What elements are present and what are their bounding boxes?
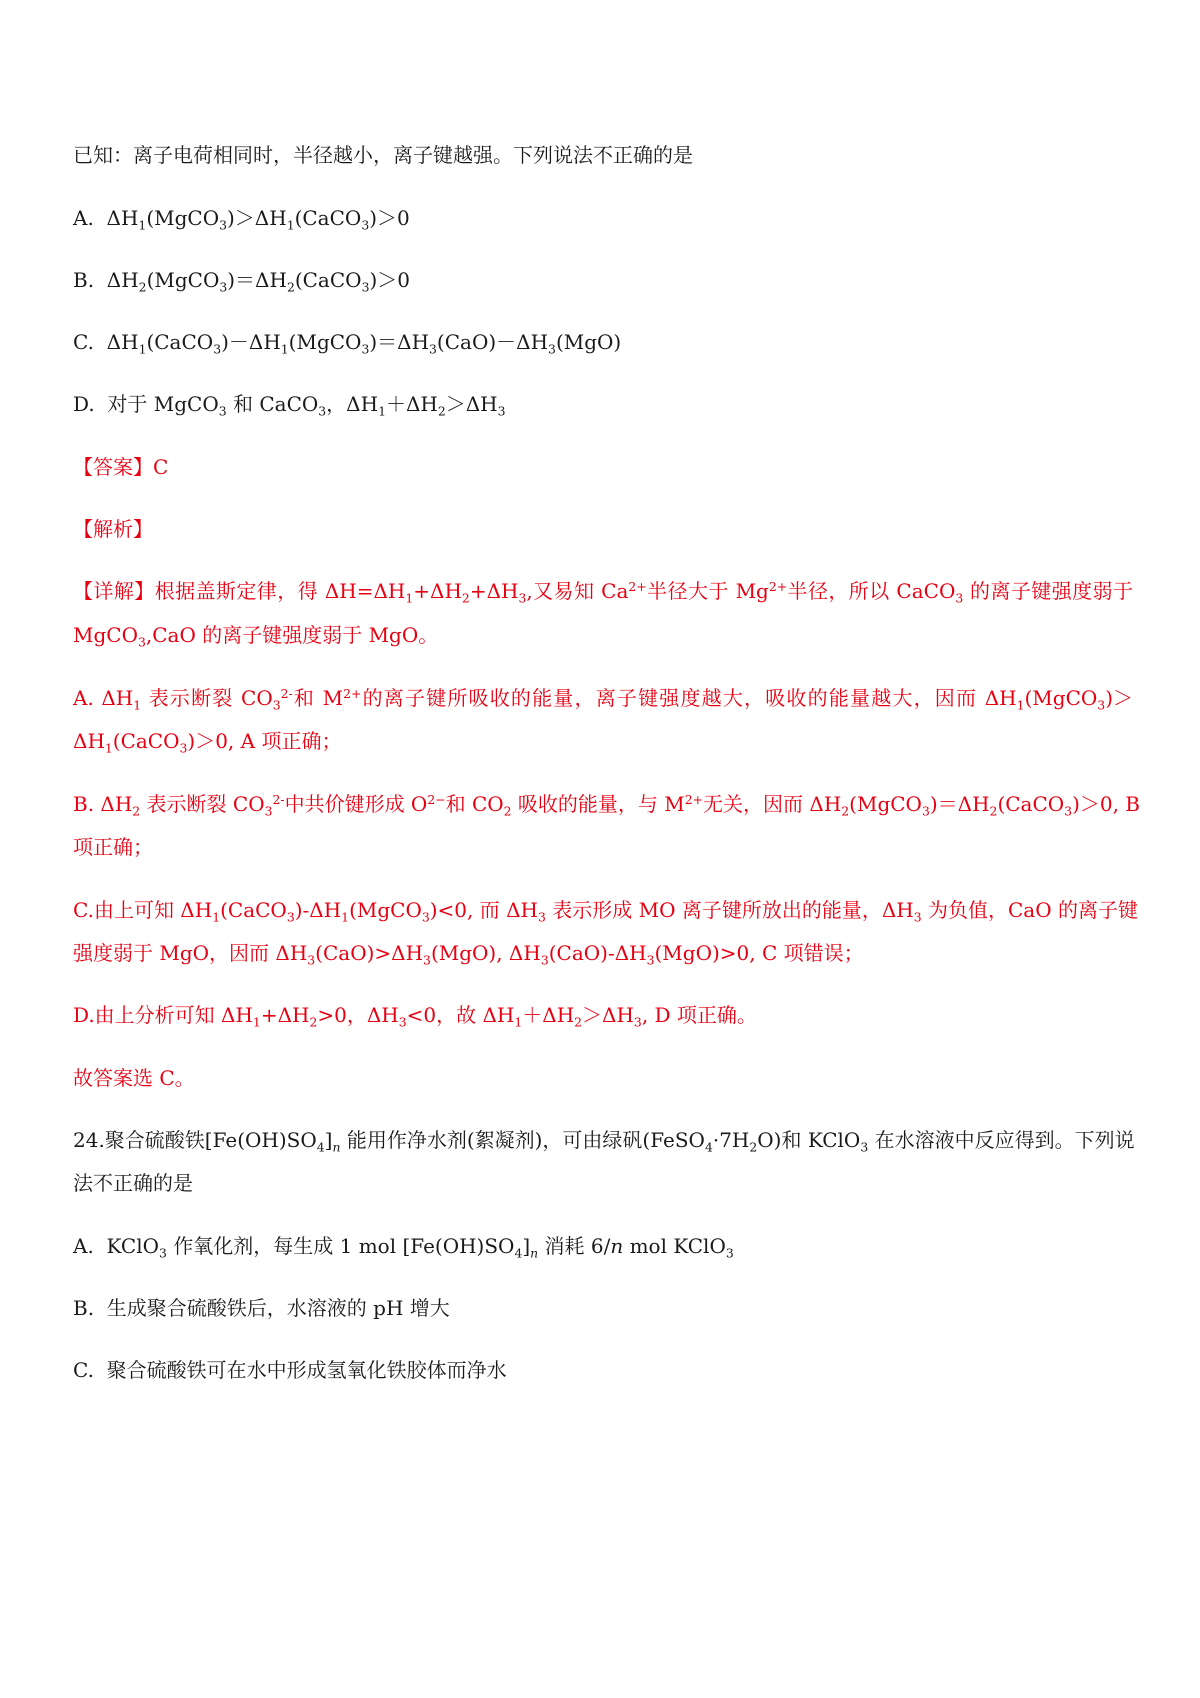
q24-option-b — [73, 1294, 1133, 1322]
option-letter: A. — [73, 206, 94, 230]
option-letter: A. — [73, 1234, 94, 1258]
detail-tag: 【详解】 — [73, 579, 155, 603]
q24-option-a: A. KClO$_3$ 作氧化剂，每生成 1 mol $[Fe(OH)SO_4]_n$ 消耗 6/n mol KClO$_3$ — [73, 1234, 734, 1261]
explain-d: D.由上分析可知 $\Delta H_1+\Delta H_2>0$，$\Delta H_3<0$，故 $\Delta H_1+\Delta H_2>\Delta H_3$, D 项正确。 — [73, 1003, 757, 1030]
option-c: C. $\Delta H_1(CaCO_3)-\Delta H_1(MgCO_3)=\Delta H_3(CaO)-\Delta H_3(MgO)$ — [73, 330, 622, 357]
answer-tag: 【答案】 — [73, 455, 153, 479]
option-letter: B. — [73, 1296, 95, 1320]
answer-value: C — [153, 455, 169, 479]
option-b: B. $\Delta H_2(MgCO_3)=\Delta H_2(CaCO_3)>0$ — [73, 268, 410, 295]
explain-b-line-2: 项正确； — [73, 835, 153, 859]
conclusion: 故答案选 C。 — [73, 1066, 195, 1090]
detail-line-1: 【详解】根据盖斯定律，得 $\Delta H=\Delta H_1+\Delta H_2+\Delta H_3$,又易知 $Ca^{2+}$半径大于 $Mg^{2+}$半径，所以 CaCO$_3$ 的离子键强度弱于 — [73, 579, 1133, 606]
q24-option-c — [73, 1356, 1133, 1384]
option-text: 生成聚合硫酸铁后，水溶液的 pH 增大 — [106, 1296, 450, 1320]
detail-line-2: MgCO$_3$,CaO 的离子键强度弱于 MgO。 — [73, 623, 439, 650]
option-letter: C. — [73, 330, 94, 354]
explain-c-line-1: C.由上可知 $\Delta H_1(CaCO_3)-\Delta H_1(MgCO_3)<0$, 而 $\Delta H_3$ 表示形成 MO 离子键所放出的能量，$\Delta H_3$ 为负值，CaO 的离子键 — [73, 898, 1138, 925]
question-24-stem-line-2: 法不正确的是 — [73, 1171, 193, 1195]
explain-b-line-1: B. $\Delta H_2$ 表示断裂 $CO_3^{2-}$中共价键形成 $O^{2-}$和 $CO_2$ 吸收的能量，与 $M^{2+}$无关，因而 $\Delta H_2(MgCO_3)=\Delta H_2(CaCO_3)>0$, B — [73, 792, 1141, 819]
explain-c-line-2: 强度弱于 MgO，因而 $\Delta H_3(CaO)>\Delta H_3(MgO)$, $\Delta H_3(CaO)-\Delta H_3(MgO)>0$, C 项错误； — [73, 941, 864, 968]
intro-text: 已知：离子电荷相同时，半径越小，离子键越强。下列说法不正确的是 — [73, 143, 693, 167]
option-d: D. 对于 MgCO$_3$ 和 CaCO$_3$，$\Delta H_1+\Delta H_2>\Delta H_3$ — [73, 392, 506, 419]
question-24-stem-line-1: 24.聚合硫酸铁$[Fe(OH)SO_4]_n$ 能用作净水剂(絮凝剂)，可由绿矾$(FeSO_4\cdot 7H_2O)$和 KClO$_3$ 在水溶液中反应得到。下列说 — [73, 1128, 1135, 1155]
option-letter: B. — [73, 268, 95, 292]
option-letter: D. — [73, 392, 95, 416]
explain-a-line-1: A. $\Delta H_1$ 表示断裂 $CO_3^{2-}$和 $M^{2+}$的离子键所吸收的能量，离子键强度越大，吸收的能量越大，因而 $\Delta H_1(MgCO_3)>$ — [73, 686, 1133, 713]
option-a: A. $\Delta H_1(MgCO_3)>\Delta H_1(CaCO_3)>0$ — [73, 206, 410, 233]
analysis-tag: 【解析】 — [73, 517, 153, 541]
answer-line — [73, 453, 1133, 481]
explain-a-line-2: $\Delta H_1(CaCO_3)>0$, A 项正确； — [73, 729, 342, 756]
option-letter: C. — [73, 1358, 94, 1382]
option-text: 聚合硫酸铁可在水中形成氢氧化铁胶体而净水 — [106, 1358, 507, 1382]
